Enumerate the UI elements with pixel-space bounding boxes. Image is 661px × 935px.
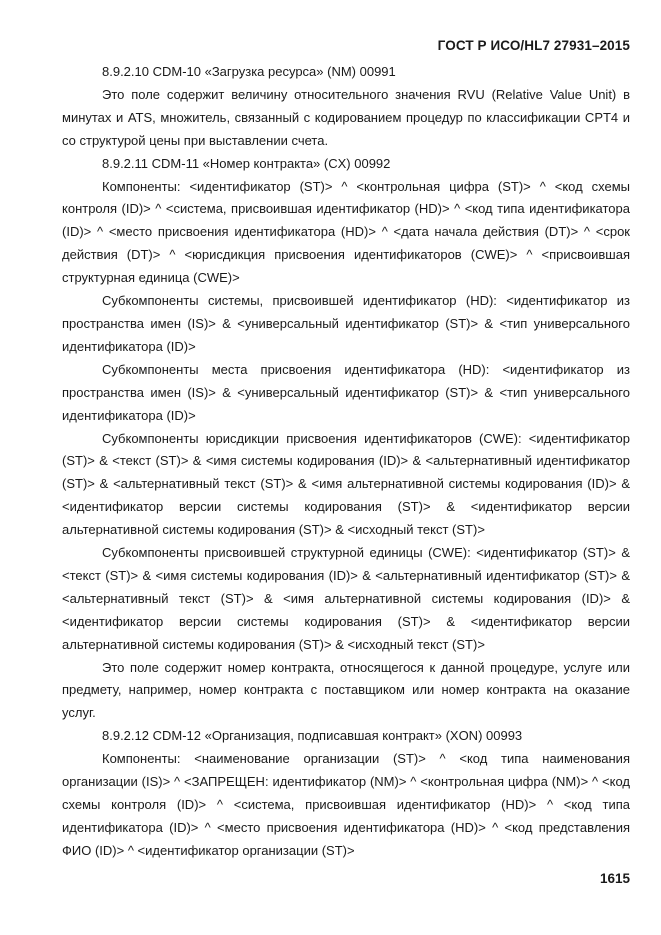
paragraph-cdm-10-description: Это поле содержит величину относительного значения RVU (Relative Value Unit) в минутах и ATS, множитель, связанный с кодированием процедур по классификации CPT4 и со структурой цены при выставлении счета.	[62, 86, 630, 148]
section-heading-cdm-10: 8.9.2.10 CDM-10 «Загрузка ресурса» (NM) 00991	[102, 64, 396, 79]
paragraph-cdm-11-subcomponents-cwe-unit: Субкомпоненты присвоившей структурной единицы (CWE): <идентификатор (ST)> & <текст (ST)> & <имя системы кодирования (ID)> & <альтернативный идентификатор (ST)> & <альтернативный текст (ST)> & <имя альтернативной системы кодирования (ID)> & <идентификатор версии системы кодирования (ST)> & <идентификатор версии альтернативной системы кодирования (ST)> & <исходный текст (ST)>	[62, 545, 630, 652]
section-heading-cdm-12: 8.9.2.12 CDM-12 «Организация, подписавшая контракт» (XON) 00993	[102, 728, 523, 744]
page-number: 1615	[599, 871, 630, 886]
paragraph-cdm-11-subcomponents-hd-place: Субкомпоненты места присвоения идентификатора (HD): <идентификатор из пространства имен (IS)> & <универсальный идентификатор (ST)> & <тип универсального идентификатора (ID)>	[62, 361, 630, 423]
paragraph-cdm-11-subcomponents-cwe-jurisdiction: Субкомпоненты юрисдикции присвоения идентификаторов (CWE): <идентификатор (ST)> & <текст (ST)> & <имя системы кодирования (ID)> & <альтернативный идентификатор (ST)> & <альтернативный текст (ST)> & <имя альтернативной системы кодирования (ID)> & <идентификатор версии системы кодирования (ST)> & <идентификатор версии альтернативной системы кодирования (ST)> & <исходный текст (ST)>	[62, 430, 630, 538]
section-heading-cdm-11: 8.9.2.11 CDM-11 «Номер контракта» (CX) 00992	[102, 155, 391, 171]
paragraph-cdm-11-components: Компоненты: <идентификатор (ST)> ^ <контрольная цифра (ST)> ^ <код схемы контроля (ID)> ^ <система, присвоившая идентификатор (HD)> ^ <код типа идентификатора (ID)> ^ <место присвоения идентификатора (HD)> ^ <дата начала действия (DT)> ^ <срок действия (DT)> ^ <юрисдикция присвоения идентификаторов (CWE)> ^ <присвоившая структурная единица (CWE)>	[62, 178, 630, 286]
paragraph-cdm-12-components: Компоненты: <наименование организации (ST)> ^ <код типа наименования организации (IS)> ^ <ЗАПРЕЩЕН: идентификатор (NM)> ^ <контрольная цифра (NM)> ^ <код схемы контроля (ID)> ^ <система, присвоившая идентификатор (HD)> ^ <код типа идентификатора (ID)> ^ <место присвоения идентификатора (HD)> ^ <код представления ФИО (ID)> ^ <идентификатор организации (ST)>	[62, 751, 630, 858]
paragraph-cdm-11-description: Это поле содержит номер контракта, относящегося к данной процедуре, услуге или предмету, например, номер контракта с поставщиком или номер контракта на оказание услуг.	[62, 659, 630, 721]
paragraph-cdm-11-subcomponents-hd-system: Субкомпоненты системы, присвоившей идентификатор (HD): <идентификатор из пространства имен (IS)> & <универсальный идентификатор (ST)> & <тип универсального идентификатора (ID)>	[62, 293, 630, 354]
document-body	[62, 61, 630, 863]
document-header: ГОСТ Р ИСО/HL7 27931–2015	[437, 38, 630, 53]
